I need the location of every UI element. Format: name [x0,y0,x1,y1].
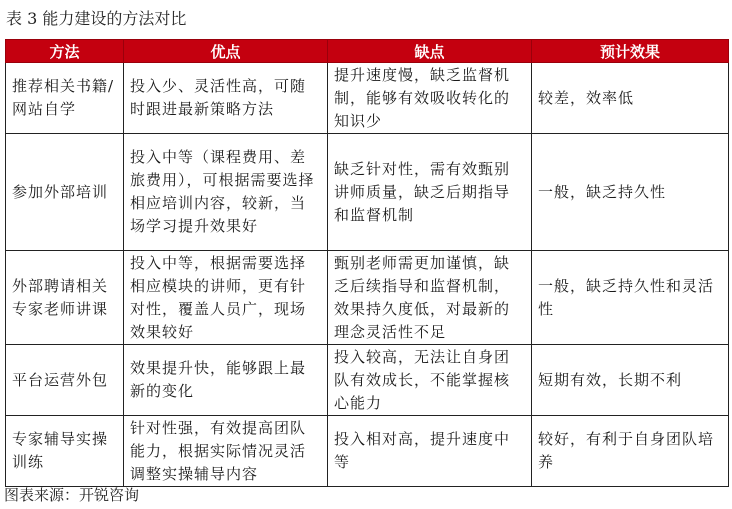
cell-method: 参加外部培训 [6,134,124,251]
table-row [6,416,729,487]
table-row [6,134,729,251]
cell-effect: 一般，缺乏持久性和灵活性 [532,251,729,345]
cell-method: 专家辅导实操训练 [6,416,124,487]
cell-pros: 投入中等，根据需要选择相应模块的讲师，更有针对性，覆盖人员广，现场效果较好 [124,251,328,345]
source-note: 图表来源：开锐咨询 [4,486,140,504]
cell-cons: 投入较高，无法让自身团队有效成长，不能掌握核心能力 [328,345,532,416]
header-row [6,40,729,63]
table-row [6,345,729,416]
header-cons: 缺点 [328,40,532,63]
cell-pros: 针对性强，有效提高团队能力，根据实际情况灵活调整实操辅导内容 [124,416,328,487]
cell-effect: 一般，缺乏持久性 [532,134,729,251]
header-effect: 预计效果 [532,40,729,63]
cell-pros: 投入少、灵活性高，可随时跟进最新策略方法 [124,63,328,134]
cell-method: 平台运营外包 [6,345,124,416]
cell-cons: 投入相对高，提升速度中等 [328,416,532,487]
cell-cons: 缺乏针对性，需有效甄别讲师质量，缺乏后期指导和监督机制 [328,134,532,251]
cell-effect: 较差，效率低 [532,63,729,134]
header-pros: 优点 [124,40,328,63]
cell-effect: 短期有效，长期不利 [532,345,729,416]
cell-cons: 甄别老师需更加谨慎，缺乏后续指导和监督机制，效果持久度低，对最新的理念灵活性不足 [328,251,532,345]
cell-method: 外部聘请相关专家老师讲课 [6,251,124,345]
cell-cons: 提升速度慢，缺乏监督机制，能够有效吸收转化的知识少 [328,63,532,134]
cell-method: 推荐相关书籍/网站自学 [6,63,124,134]
cell-pros: 效果提升快，能够跟上最新的变化 [124,345,328,416]
table-row [6,251,729,345]
comparison-table [5,39,729,487]
table-title: 表 3 能力建设的方法对比 [6,9,187,28]
cell-effect: 较好，有利于自身团队培养 [532,416,729,487]
header-method: 方法 [6,40,124,63]
cell-pros: 投入中等（课程费用、差旅费用），可根据需要选择相应培训内容，较新，当场学习提升效果好 [124,134,328,251]
table-row [6,63,729,134]
